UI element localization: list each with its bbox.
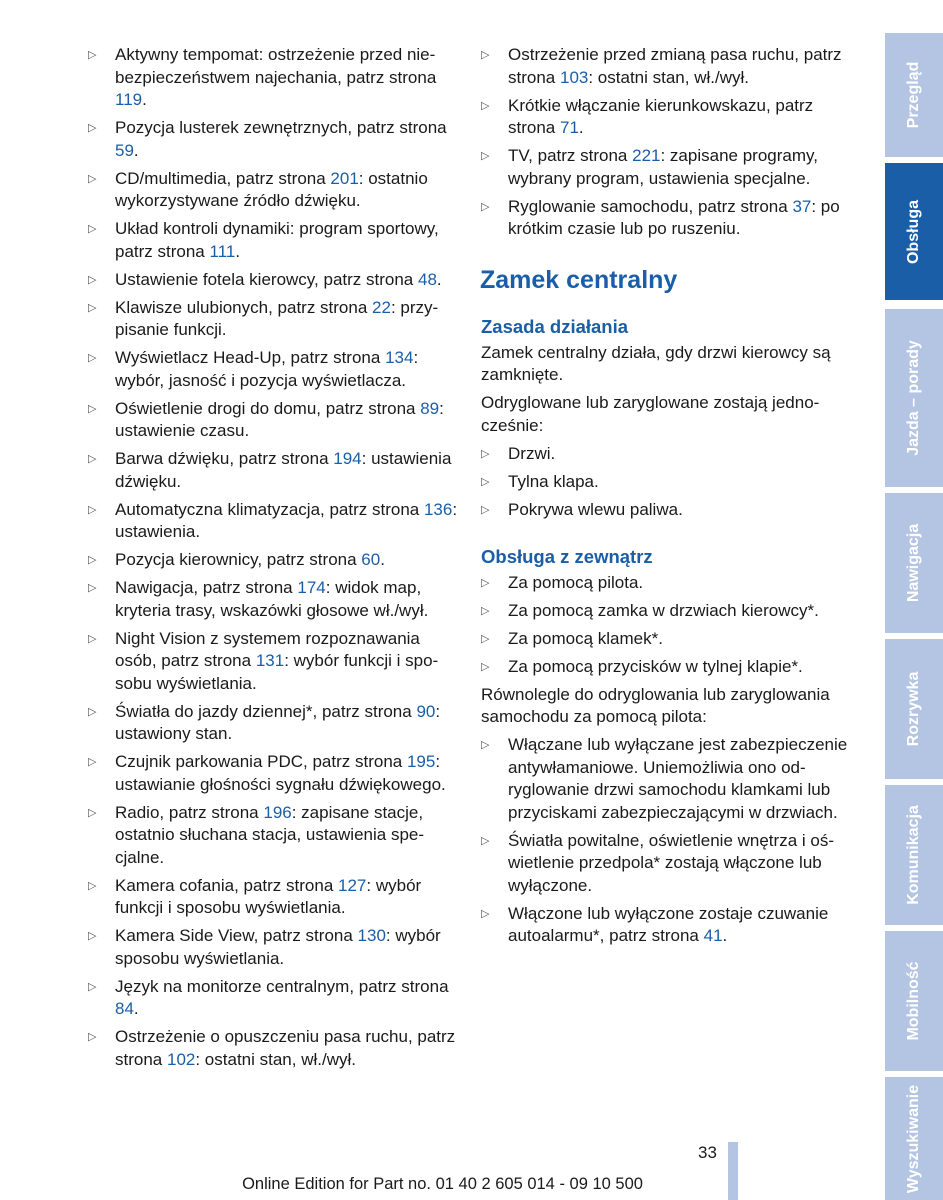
triangle-bullet-icon: ▷ [88, 582, 97, 594]
page-link[interactable]: 48 [417, 269, 437, 289]
triangle-bullet-icon: ▷ [481, 49, 490, 61]
list-item: ▷ Drzwi. [481, 443, 853, 466]
list-item: ▷ Krótkie włączanie kierunkowskazu, patrz strona 71. [481, 95, 814, 137]
page-link[interactable]: 195 [406, 752, 436, 771]
tab-rozrywka[interactable] [885, 639, 943, 779]
list-item: ▷ Za pomocą zamka w drzwiach kierowcy*. [481, 600, 853, 623]
triangle-bullet-icon: ▷ [88, 554, 97, 566]
triangle-bullet-icon: ▷ [88, 879, 97, 892]
list-item: ▷ Pozycja kierownicy, patrz strona 60. [88, 549, 460, 572]
triangle-bullet-icon: ▷ [88, 705, 97, 718]
tab-label: Mobilność [905, 961, 922, 1041]
triangle-bullet-icon: ▷ [481, 447, 490, 460]
list-item: ▷ Oświetlenie drogi do domu, patrz strona 89: ustawienie czasu. [88, 398, 444, 440]
triangle-bullet-icon: ▷ [88, 352, 97, 364]
list-item: ▷ Klawisze ulubionych, patrz strona 22: przypisanie funkcji. [88, 297, 439, 339]
list-item: ▷ CD/multimedia, patrz strona 201: ostatnio wykorzystywane źródło dźwięku. [88, 168, 428, 210]
tab-komunikacja[interactable] [885, 785, 943, 925]
page-link[interactable]: 134 [385, 348, 414, 367]
triangle-bullet-icon: ▷ [88, 453, 97, 465]
list-item: ▷ Aktywny tempomat: ostrzeżenie przed niebezpieczeństwem najechania, patrz strona 119. [88, 45, 437, 109]
page-link[interactable]: 89 [420, 398, 440, 418]
paragraph: Zamek centralny działa, gdy drzwi kierowcy są zamknięte. [481, 342, 831, 384]
list-item: ▷ Kamera Side View, patrz strona 130: wybór sposobu wyświetlania. [88, 926, 441, 968]
page-link[interactable]: 221 [632, 146, 661, 165]
page-link[interactable]: 196 [263, 802, 292, 822]
triangle-bullet-icon: ▷ [481, 200, 490, 213]
page-link[interactable]: 37 [792, 196, 812, 216]
list-item: ▷ Światła powitalne, oświetlenie wnętrza i oświetlenie przedpola* zostają włączone lub wyłączone. [481, 830, 834, 895]
chapter-sidebar [885, 33, 943, 1200]
list-item: ▷ Barwa dźwięku, patrz strona 194: ustawienia dźwięku. [88, 449, 452, 491]
list-item: ▷ Wyświetlacz Head-Up, patrz strona 134: wybór, jasność i pozycja wyświetlacza. [88, 348, 419, 390]
triangle-bullet-icon: ▷ [88, 49, 97, 61]
list-item: ▷ Ostrzeżenie przed zmianą pasa ruchu, patrz strona 103: ostatni stan, wł./wył. [481, 45, 842, 87]
list-item: ▷ TV, patrz strona 221: zapisane programy, wybrany program, ustawienia specjalne. [481, 146, 818, 188]
page-link[interactable]: 103 [559, 67, 589, 87]
triangle-bullet-icon: ▷ [481, 475, 490, 488]
tab-nawigacja[interactable] [885, 493, 943, 633]
list-item: ▷ Automatyczna klimatyzacja, patrz strona 136: ustawienia. [88, 499, 458, 541]
triangle-bullet-icon: ▷ [481, 576, 490, 589]
triangle-bullet-icon: ▷ [481, 834, 490, 847]
page-link[interactable]: 194 [333, 449, 362, 468]
spacer [481, 527, 853, 545]
tab-label: Wyszukiwanie [905, 1084, 922, 1193]
triangle-bullet-icon: ▷ [88, 301, 97, 314]
triangle-bullet-icon: ▷ [88, 273, 97, 286]
page-number: 33 [698, 1143, 717, 1162]
list-item: ▷ Za pomocą pilota. [481, 572, 853, 595]
triangle-bullet-icon: ▷ [481, 739, 490, 751]
tab-label: Rozrywka [905, 671, 922, 747]
tab-przeglad[interactable] [885, 33, 943, 157]
list-item: ▷ Radio, patrz strona 196: zapisane stacje, ostatnio słuchana stacja, ustawienia specjalne. [88, 802, 425, 867]
tab-wyszukiwanie[interactable] [885, 1077, 943, 1200]
triangle-bullet-icon: ▷ [88, 402, 97, 415]
triangle-bullet-icon: ▷ [88, 223, 97, 235]
list-item: ▷ Ostrzeżenie o opuszczeniu pasa ruchu, patrz strona 102: ostatni stan, wł./wył. [88, 1027, 456, 1069]
triangle-bullet-icon: ▷ [481, 604, 490, 617]
list-item: ▷ Ryglowanie samochodu, patrz strona 37: po krótkim czasie lub po ruszeniu. [481, 196, 840, 238]
list-item: ▷ Za pomocą klamek*. [481, 628, 853, 651]
triangle-bullet-icon: ▷ [481, 503, 490, 516]
subsection-title: Obsługa z zewnątrz [481, 545, 653, 567]
triangle-bullet-icon: ▷ [88, 806, 97, 819]
page-link[interactable]: 111 [209, 241, 236, 261]
page-link[interactable]: 59 [115, 140, 134, 160]
triangle-bullet-icon: ▷ [88, 930, 97, 942]
list-item: ▷ Nawigacja, patrz strona 174: widok map, kryteria trasy, wskazówki głosowe wł./wył. [88, 578, 429, 620]
triangle-bullet-icon: ▷ [88, 122, 97, 134]
list-item: ▷ Układ kontroli dynamiki: program sportowy, patrz strona 111. [88, 219, 439, 261]
page-link[interactable]: 174 [297, 578, 326, 597]
list-item: ▷ Włączane lub wyłączane jest zabezpieczenie antywłamaniowe. Uniemożliwia ono odryglowanie drzwi samochodu klamkami lub przyciskami zabezpieczającymi w drzwiach. [481, 735, 848, 822]
page-link[interactable]: 136 [423, 499, 453, 519]
triangle-bullet-icon: ▷ [88, 503, 97, 516]
subsection-title: Zasada działania [481, 315, 629, 337]
tab-label: Obsługa [905, 199, 922, 264]
triangle-bullet-icon: ▷ [481, 99, 490, 112]
page-link[interactable]: 102 [166, 1049, 196, 1069]
list-item: ▷ Tylna klapa. [481, 471, 853, 494]
triangle-bullet-icon: ▷ [481, 907, 490, 920]
list-item: ▷ Czujnik parkowania PDC, patrz strona 195: ustawianie głośności sygnału dźwiękowego. [88, 752, 446, 794]
tab-label: Komunikacja [905, 805, 922, 905]
paragraph: Równolegle do odryglowania lub zaryglowania samochodu za pomocą pilota: [481, 684, 830, 726]
tab-label: Jazda – porady [905, 340, 922, 456]
tab-jazda-porady[interactable] [885, 309, 943, 487]
page-link[interactable]: 41 [703, 926, 723, 945]
tab-obsluga[interactable] [885, 163, 943, 300]
right-column [481, 44, 853, 953]
list-item: ▷ Pozycja lusterek zewnętrznych, patrz strona 59. [88, 118, 447, 160]
page-link[interactable]: 90 [416, 701, 436, 721]
list-item: ▷ Włączone lub wyłączone zostaje czuwanie autoalarmu*, patrz strona 41. [481, 903, 829, 945]
list-item: ▷ Night Vision z systemem rozpoznawania osób, patrz strona 131: wybór funkcji i sposobu wyświetlania. [88, 628, 439, 693]
page-link[interactable]: 71 [559, 118, 579, 137]
tab-label: Nawigacja [905, 523, 922, 603]
page-link[interactable]: 119 [115, 90, 143, 109]
triangle-bullet-icon: ▷ [88, 1031, 97, 1043]
page-link[interactable]: 131 [255, 651, 285, 670]
tab-mobilnosc[interactable] [885, 931, 943, 1071]
page-link[interactable]: 127 [338, 875, 367, 895]
triangle-bullet-icon: ▷ [88, 980, 97, 993]
list-item: ▷ Kamera cofania, patrz strona 127: wybór funkcji i sposobu wyświetlania. [88, 875, 422, 917]
triangle-bullet-icon: ▷ [481, 150, 490, 162]
page-link[interactable]: 60 [361, 550, 381, 569]
list-item: ▷ Światła do jazdy dziennej*, patrz strona 90: ustawiony stan. [88, 701, 441, 743]
footer-text: Online Edition for Part no. 01 40 2 605 014 - 09 10 500 [242, 1175, 643, 1193]
triangle-bullet-icon: ▷ [88, 172, 97, 185]
triangle-bullet-icon: ▷ [481, 632, 490, 645]
triangle-bullet-icon: ▷ [481, 660, 490, 673]
list-item: ▷ Ustawienie fotela kierowcy, patrz strona 48. [88, 269, 460, 292]
tab-label: Przegląd [905, 61, 922, 129]
list-item: ▷ Język na monitorze centralnym, patrz strona 84. [88, 976, 449, 1018]
list-item: ▷ Pokrywa wlewu paliwa. [481, 499, 853, 522]
page-link[interactable]: 130 [357, 926, 386, 945]
page-link[interactable]: 22 [372, 297, 391, 317]
triangle-bullet-icon: ▷ [88, 756, 97, 768]
triangle-bullet-icon: ▷ [88, 632, 97, 645]
page-link[interactable]: 201 [330, 168, 359, 188]
list-item: ▷ Za pomocą przycisków w tylnej klapie*. [481, 656, 853, 679]
paragraph: Odryglowane lub zaryglowane zostają jednocześnie: [481, 393, 820, 435]
page-link[interactable]: 84 [115, 999, 134, 1018]
section-title: Zamek centralny [480, 265, 678, 294]
left-column [88, 44, 460, 1077]
